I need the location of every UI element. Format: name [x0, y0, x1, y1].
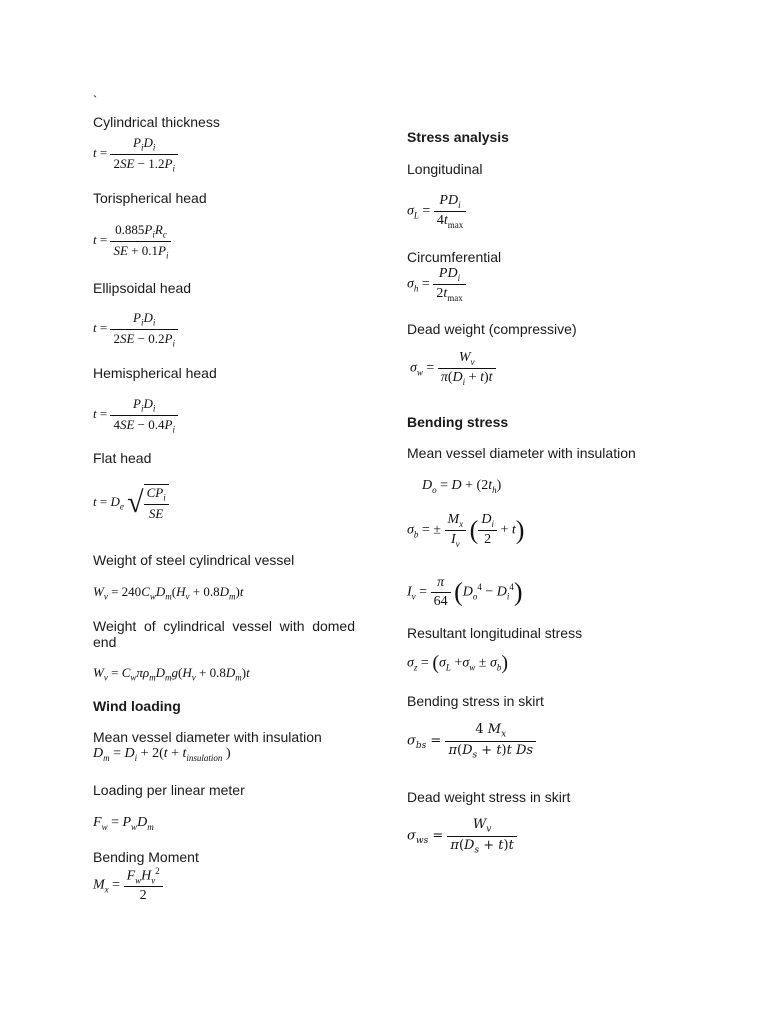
- label-cylindrical-thickness: Cylindrical thickness: [93, 114, 220, 130]
- equation-hemispherical-head: t = $P_iD_i$ $4SE - 0.4P_i$: [93, 396, 178, 434]
- heading-bending-stress: Bending stress: [407, 414, 509, 430]
- label-torispherical-head: Torispherical head: [93, 190, 207, 206]
- equation-longitudinal-stress: $\sigma_L$ = $PD_i$ $4t_{max}$: [407, 193, 466, 230]
- heading-stress-analysis: Stress analysis: [407, 129, 509, 145]
- equation-bending-stress-skirt: $\sigma_{bs}$ = $\frac{4 M_x}{\pi(D_s + t)t Ds}$: [407, 722, 536, 760]
- label-dead-weight-skirt: Dead weight stress in skirt: [407, 789, 571, 805]
- label-flat-head: Flat head: [93, 450, 152, 466]
- equation-moment-of-inertia: $I_v$ = $\frac{\pi}{64}$ $(D_o^4 - D_i^4)$: [407, 575, 523, 609]
- label-weight-domed-end: Weight of cylindrical vessel with domed end: [93, 618, 355, 650]
- equation-torispherical-head: t = $0.885P_iR_c$ SE + $0.1P_i$: [93, 222, 171, 260]
- equation-cylindrical-thickness: t = $P_iD_i$ $2SE - 1.2P_i$: [93, 135, 178, 173]
- equation-bending-moment: $M_x$ = $F_wH_v^2$ 2: [93, 866, 163, 904]
- label-mean-diameter-right: Mean vessel diameter with insulation: [407, 445, 636, 461]
- label-dead-weight: Dead weight (compressive): [407, 321, 577, 337]
- label-mean-diameter-left: Mean vessel diameter with insulation: [93, 729, 322, 745]
- equation-weight-steel-cylindrical: $W_v = 240C_wD_m(H_v + 0.8D_m)t$: [93, 584, 244, 602]
- equation-resultant-stress: $\sigma_z = (\sigma_L +\sigma_w \pm \sigma_b)$: [407, 652, 509, 674]
- label-resultant-stress: Resultant longitudinal stress: [407, 625, 583, 641]
- equation-dead-weight-stress: $\sigma_w$ = $\frac{W_v}{\pi(D_i + t)t}$: [410, 350, 496, 387]
- equation-flat-head: $t = D_e$ √ $CP_i$ SE: [93, 484, 169, 522]
- label-loading-per-meter: Loading per linear meter: [93, 782, 245, 798]
- label-circumferential: Circumferential: [407, 249, 502, 265]
- equation-dead-weight-skirt: $\sigma_{ws}$ = $\frac{W_v}{\pi(D_s + t)t}$: [407, 817, 517, 855]
- label-ellipsoidal-head: Ellipsoidal head: [93, 280, 192, 296]
- heading-wind-loading: Wind loading: [93, 698, 181, 714]
- equation-bending-stress: $\sigma_b$ = ± $\frac{M_x}{I_v}$ ( $\frac{D_i}{2}$ + t): [407, 512, 525, 549]
- label-bending-stress-skirt: Bending stress in skirt: [407, 693, 544, 709]
- equation-outer-diameter: $D_o = D + (2t_h)$: [422, 478, 502, 495]
- equation-ellipsoidal-head: t = $P_iD_i$ $2SE - 0.2P_i$: [93, 310, 178, 348]
- stray-mark: `: [93, 93, 98, 108]
- equation-weight-domed-end: $W_v = C_w\pi\rho_mD_mg(H_v + 0.8D_m)t$: [93, 665, 250, 683]
- label-weight-steel-cylindrical: Weight of steel cylindrical vessel: [93, 552, 295, 568]
- equation-mean-diameter-left: $D_m = D_i + 2(t + t_{insulation}$ ): [93, 746, 231, 763]
- label-bending-moment: Bending Moment: [93, 849, 199, 865]
- equation-circumferential-stress: $\sigma_h$ = $PD_i$ $2t_{max}$: [407, 266, 466, 303]
- label-hemispherical-head: Hemispherical head: [93, 365, 217, 381]
- label-longitudinal: Longitudinal: [407, 161, 483, 177]
- equation-loading-per-meter: $F_w = P_wD_m$: [93, 815, 154, 832]
